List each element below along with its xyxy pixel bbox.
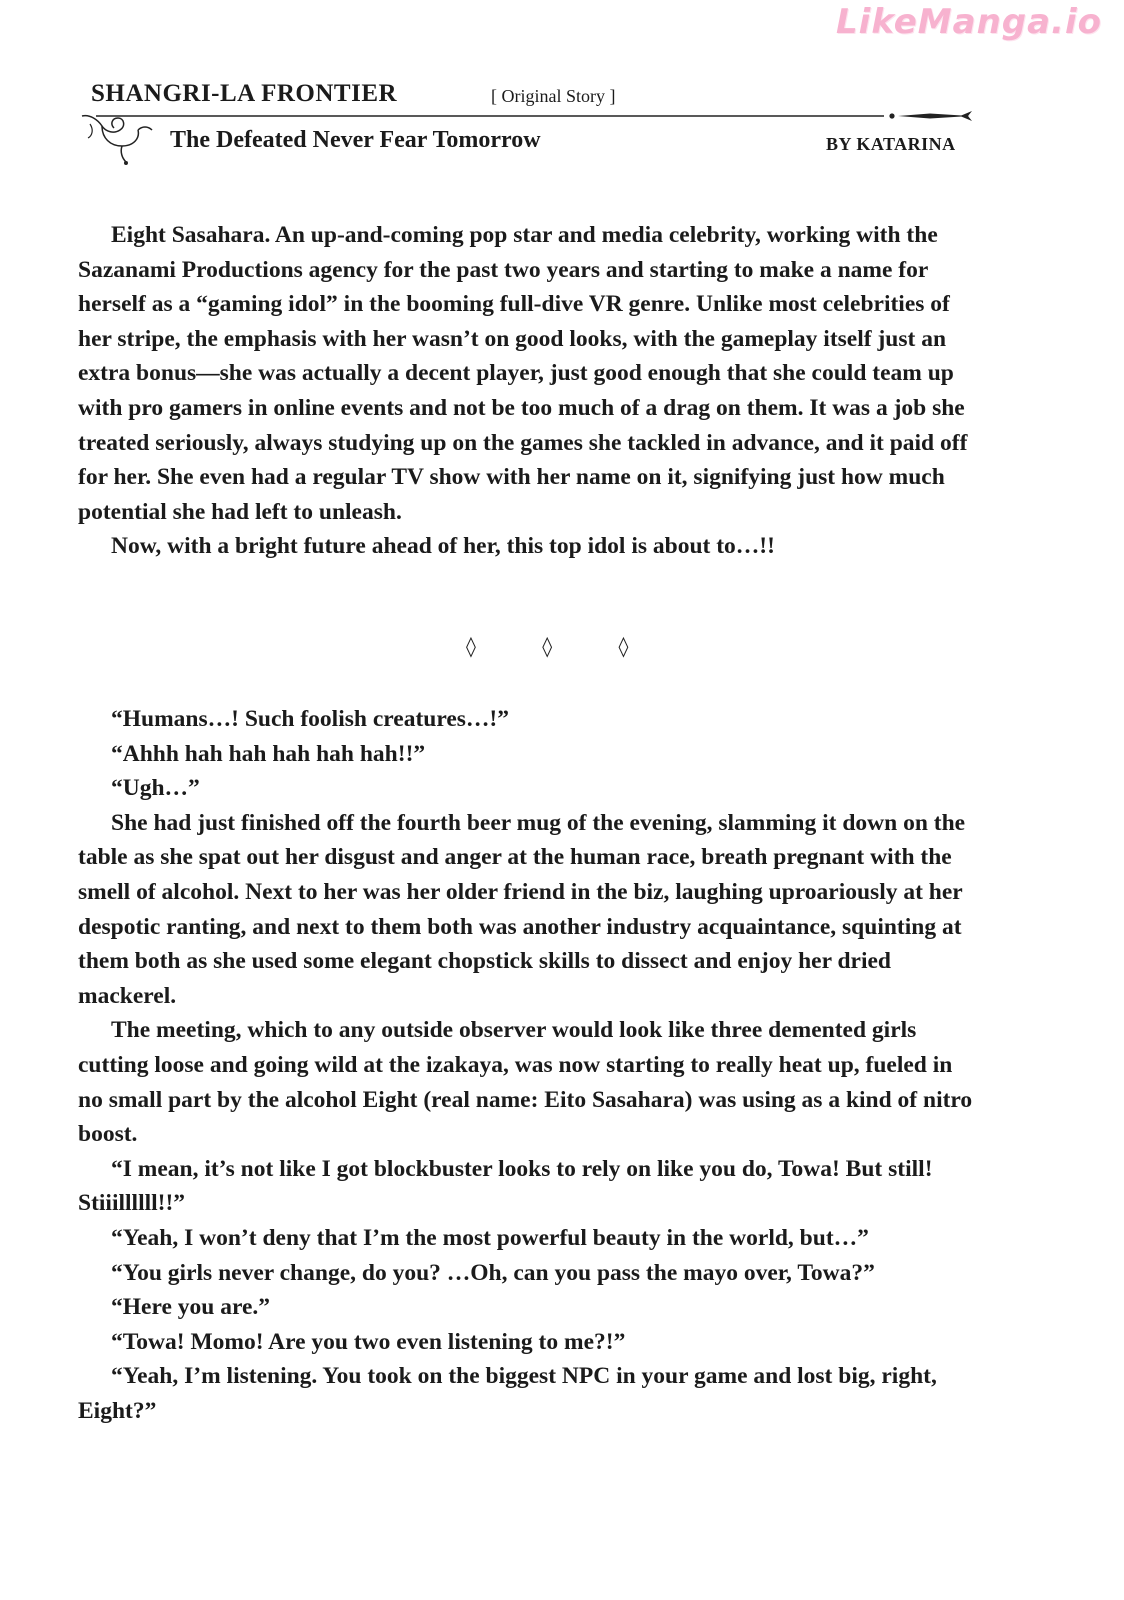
header-rule xyxy=(0,100,1124,130)
paragraph: Now, with a bright future ahead of her, this top idol is about to…!! xyxy=(111,533,775,560)
flourish-ornament-icon xyxy=(80,112,160,168)
paragraph: “Towa! Momo! Are you two even listening to me?!” xyxy=(111,1328,626,1355)
paragraph: “Ugh…” xyxy=(111,775,200,802)
paragraph: “Ahhh hah hah hah hah hah!!” xyxy=(111,740,426,767)
scene-break-separator: ◊ ◊ ◊ xyxy=(466,634,659,658)
paragraph: “Yeah, I’m listening. You took on the biggest NPC in your game and lost big, right, Eight?” xyxy=(78,1363,937,1424)
paragraph: Eight Sasahara. An up-and-coming pop star and media celebrity, working with the Sazanami Productions agency for the past two years and starting to make a name for herself as a “gaming idol” in the booming full-dive VR genre. Unlike most celebrities of her stripe, the emphasis with her wasn’t on good looks, with the gameplay itself just an extra bonus—she was actually a decent player, just good enough that she could team up with pro gamers in online events and not be too much of a drag on them. It was a job she treated seriously, always studying up on the games she tackled in advance, and it paid off for her. She even had a regular TV show with her name on it, signifying just how much potential she had left to unleash. xyxy=(78,222,968,525)
page-header xyxy=(0,0,1124,190)
series-title: SHANGRI-LA FRONTIER xyxy=(91,80,398,107)
paragraph: “Here you are.” xyxy=(111,1294,271,1321)
story-section-izakaya xyxy=(78,702,978,1428)
story-tag: [ Original Story ] xyxy=(491,86,616,106)
paragraph: “Yeah, I won’t deny that I’m the most powerful beauty in the world, but…” xyxy=(111,1224,869,1251)
paragraph: “I mean, it’s not like I got blockbuster looks to rely on like you do, Towa! But still! Stiiillllll!!” xyxy=(78,1155,933,1217)
watermark-logo: LikeManga.io xyxy=(836,2,1102,42)
author-byline: BY KATARINA xyxy=(826,134,956,154)
paragraph: The meeting, which to any outside observer would look like three demented girls cutting loose and going wild at the izakaya, was now starting to really heat up, fueled in no small part by the alcohol Eight (real name: Eito Sasahara) was using as a kind of nitro boost. xyxy=(78,1017,973,1148)
chapter-title: The Defeated Never Fear Tomorrow xyxy=(170,127,541,153)
paragraph: She had just finished off the fourth beer mug of the evening, slamming it down on the table as she spat out her disgust and anger at the human race, breath pregnant with the smell of alcohol. Next to her was her older friend in the biz, laughing uproariously at her despotic ranting, and next to them both was another industry acquaintance, squinting at them both as she used some elegant chopstick skills to dissect and enjoy her dried mackerel. xyxy=(78,809,966,1009)
paragraph: “You girls never change, do you? …Oh, can you pass the mayo over, Towa?” xyxy=(111,1259,875,1286)
story-section-intro xyxy=(78,218,978,564)
paragraph: “Humans…! Such foolish creatures…!” xyxy=(111,706,509,732)
